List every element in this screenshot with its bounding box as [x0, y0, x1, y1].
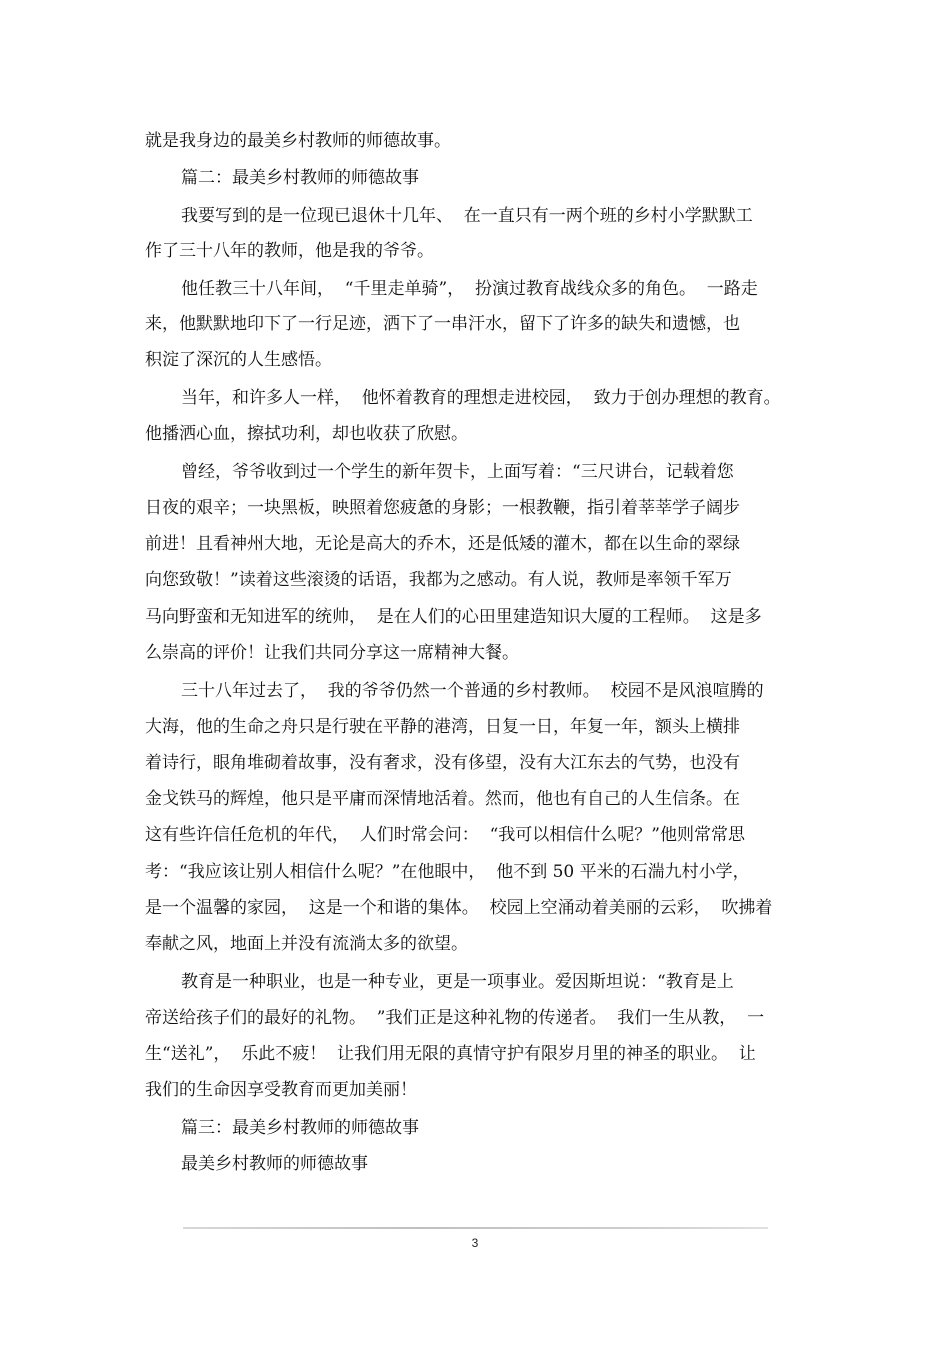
paragraph-first-line: 我要写到的是一位现已退休十几年、 在一直只有一两个班的乡村小学默默工 — [181, 206, 753, 226]
paragraph-line: 他播洒心血，擦拭功利，却也收获了欣慰。 — [145, 424, 468, 444]
paragraph-line: 帝送给孩子们的最好的礼物。 ”我们正是这种礼物的传递者。 我们一生从教， 一 — [145, 1008, 765, 1028]
paragraph-line: 这有些许信任危机的年代， 人们时常会问： “我可以相信什么呢？”他则常常思 — [145, 825, 745, 845]
paragraph-line: 奉献之风，地面上并没有流淌太多的欲望。 — [145, 934, 468, 954]
page-number: 3 — [471, 1236, 479, 1250]
paragraph-line: 考：“我应该让别人相信什么呢？”在他眼中， 他不到 50 平米的石湍九村小学， — [145, 862, 750, 882]
paragraph-line: 向您致敬！”读着这些滚烫的话语，我都为之感动。有人说，教师是率领千军万 — [145, 570, 732, 590]
paragraph-line: 日夜的艰辛；一块黑板，映照着您疲惫的身影；一根教鞭，指引着莘莘学子阔步 — [145, 498, 740, 518]
paragraph-first-line: 当年，和许多人一样， 他怀着教育的理想走进校园， 致力于创办理想的教育。 — [181, 388, 781, 408]
paragraph-line: 前进！且看神州大地，无论是高大的乔木，还是低矮的灌木，都在以生命的翠绿 — [145, 534, 740, 554]
footer-rule — [183, 1227, 768, 1229]
paragraph-first-line: 最美乡村教师的师德故事 — [181, 1154, 368, 1174]
paragraph-line: 就是我身边的最美乡村教师的师德故事。 — [145, 131, 451, 151]
paragraph-first-line: 篇二：最美乡村教师的师德故事 — [181, 168, 419, 188]
paragraph-line: 大海，他的生命之舟只是行驶在平静的港湾，日复一日，年复一年，额头上横排 — [145, 717, 740, 737]
paragraph-line: 积淀了深沉的人生感悟。 — [145, 350, 332, 370]
paragraph-line: 是一个温馨的家园， 这是一个和谐的集体。 校园上空涌动着美丽的云彩， 吹拂着 — [145, 898, 773, 918]
paragraph-first-line: 教育是一种职业，也是一种专业，更是一项事业。爱因斯坦说：“教育是上 — [181, 972, 734, 992]
paragraph-line: 金戈铁马的辉煌，他只是平庸而深情地活着。然而，他也有自己的人生信条。在 — [145, 789, 740, 809]
paragraph-line: 生“送礼”， 乐此不疲！ 让我们用无限的真情守护有限岁月里的神圣的职业。 让 — [145, 1044, 756, 1064]
paragraph-first-line: 他任教三十八年间， “千里走单骑”， 扮演过教育战线众多的角色。 一路走 — [181, 279, 758, 299]
paragraph-line: 来，他默默地印下了一行足迹，洒下了一串汗水，留下了许多的缺失和遗憾，也 — [145, 314, 740, 334]
paragraph-line: 么崇高的评价！让我们共同分享这一席精神大餐。 — [145, 643, 519, 663]
paragraph-line: 我们的生命因享受教育而更加美丽！ — [145, 1080, 417, 1100]
paragraph-first-line: 三十八年过去了， 我的爷爷仍然一个普通的乡村教师。 校园不是风浪喧腾的 — [181, 681, 764, 701]
paragraph-first-line: 篇三：最美乡村教师的师德故事 — [181, 1118, 419, 1138]
paragraph-line: 着诗行，眼角堆砌着故事，没有奢求，没有侈望，没有大江东去的气势，也没有 — [145, 753, 740, 773]
paragraph-first-line: 曾经，爷爷收到过一个学生的新年贺卡，上面写着：“三尺讲台，记载着您 — [181, 462, 734, 482]
paragraph-line: 作了三十八年的教师，他是我的爷爷。 — [145, 241, 434, 261]
paragraph-line: 马向野蛮和无知进军的统帅， 是在人们的心田里建造知识大厦的工程师。 这是多 — [145, 607, 762, 627]
